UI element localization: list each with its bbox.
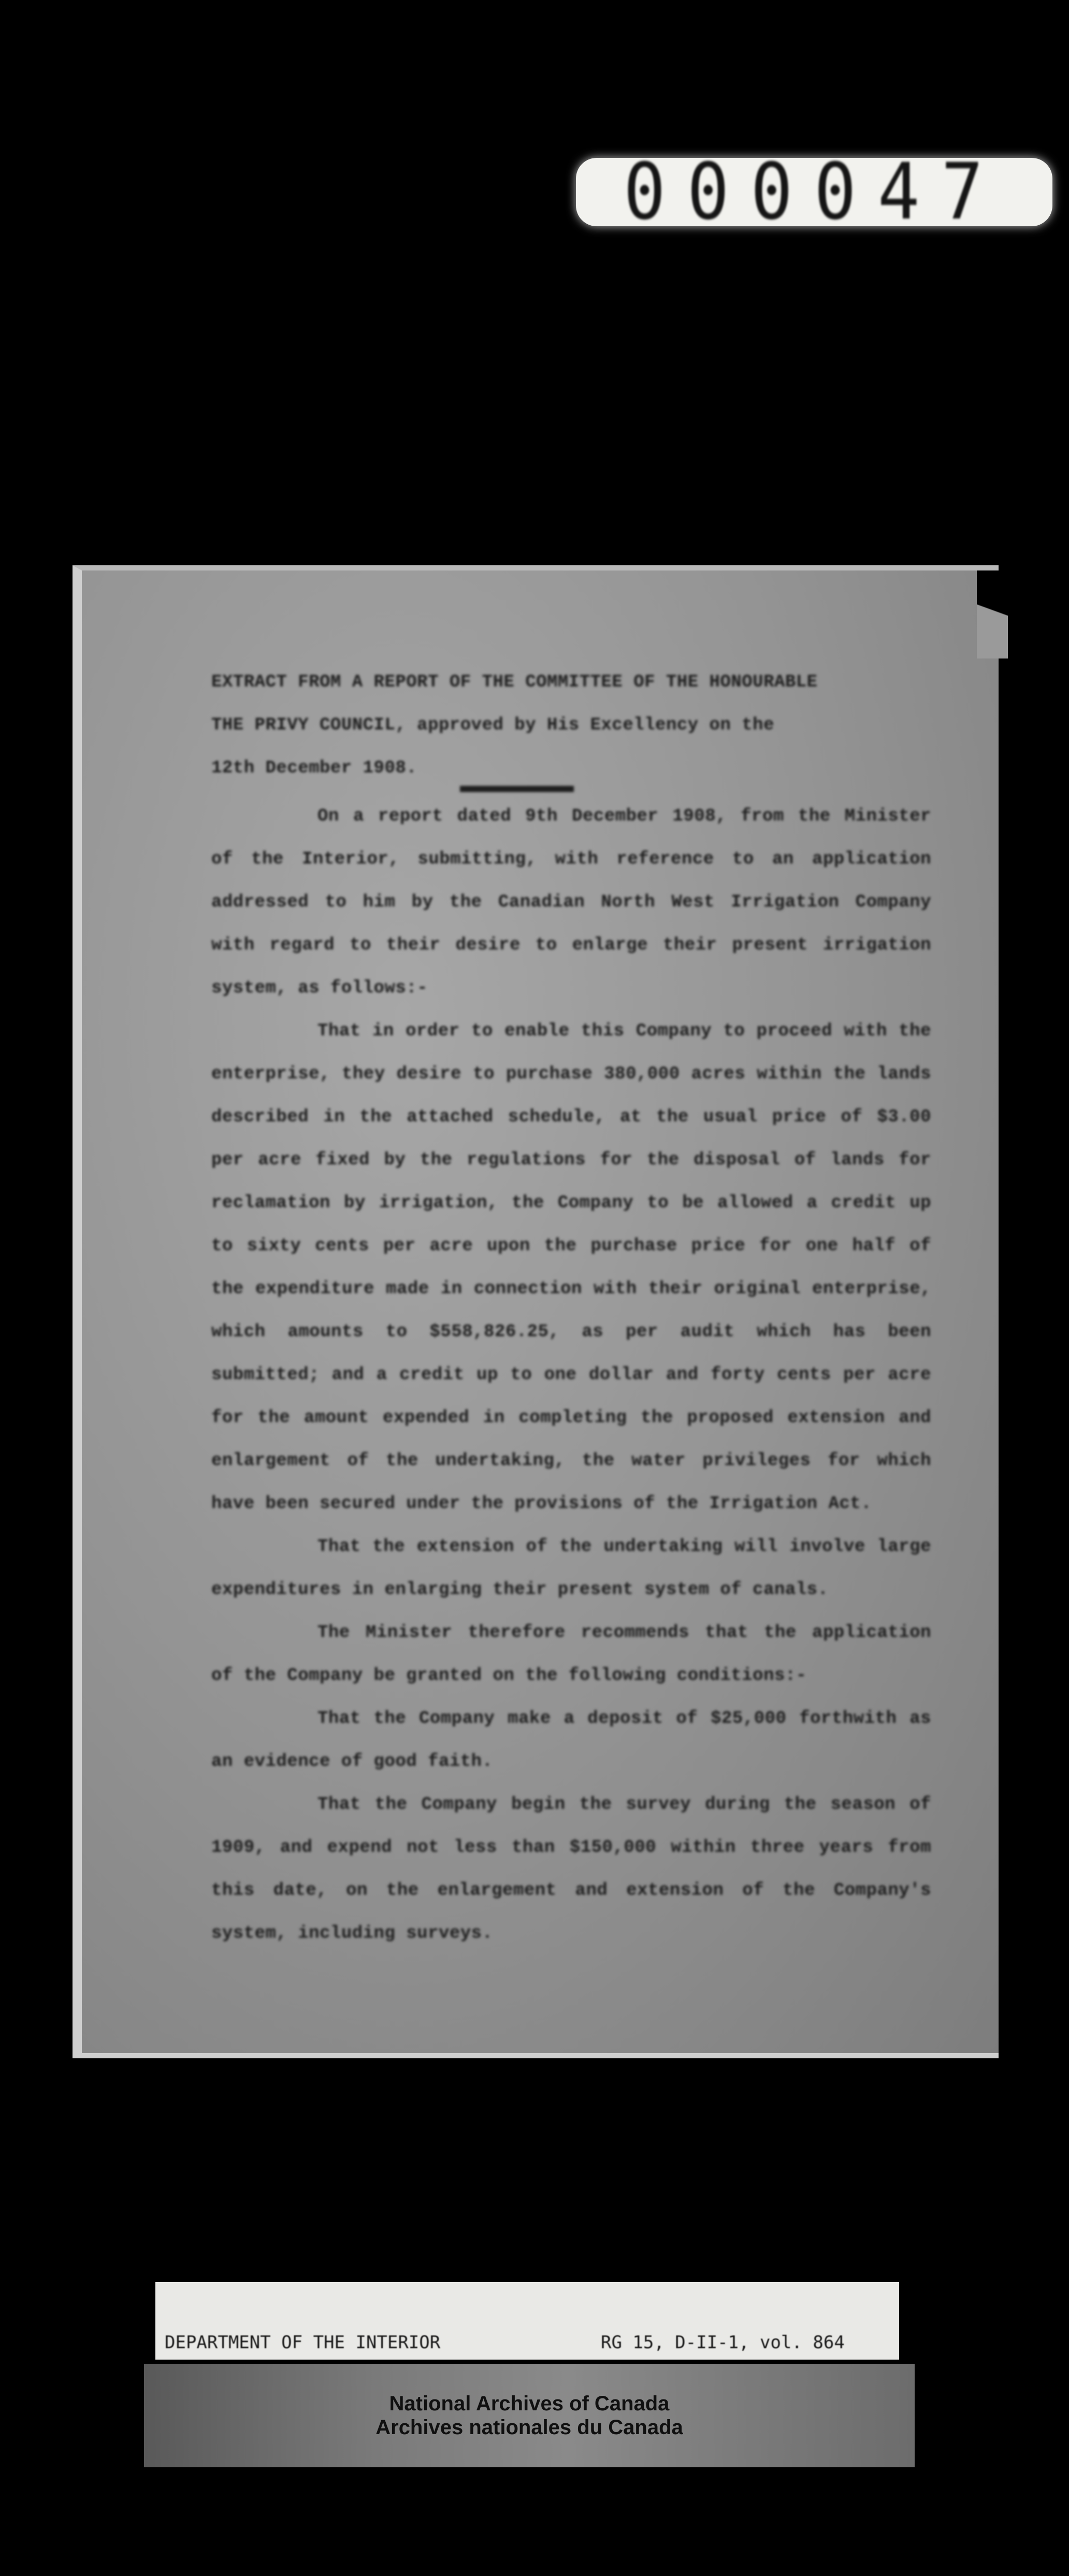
frame-number-stamp (576, 147, 1052, 237)
record-group-reference: RG 15, D-II-1, vol. 864 (601, 2332, 845, 2353)
heading-underline (460, 786, 574, 792)
document-heading (211, 661, 931, 790)
archive-name-band (144, 2364, 915, 2467)
archive-name-french: Archives nationales du Canada (375, 2416, 683, 2439)
paragraph: That in order to enable this Company to proceed with the enterprise, they desire to purchase 380,000 acres within the lands described in the attached schedule, at the usual price of $3.00 per acre fixed by the regulations for the disposal of lands for reclamation by irrigation, the Company to be allowed a credit up to sixty cents per acre upon the purchase price for one half of the expenditure made in connection with their original enterprise, which amounts to $558,826.25, as per audit which has been submitted; and a credit up to one dollar and forty cents per acre for the amount expended in completing the proposed extension and enlargement of the undertaking, the water privileges for which have been secured under the provisions of the Irrigation Act. (211, 1021, 931, 1514)
archive-name-english: National Archives of Canada (389, 2392, 670, 2415)
document-page (73, 565, 999, 2058)
frame-number: 000047 (623, 147, 1005, 237)
paragraph: On a report dated 9th December 1908, from the Minister of the Interior, submitting, with reference to an application addressed to him by the Canadian North West Irrigation Company with regard to their desire to enlarge their present irrigation system, as follows:- (211, 807, 931, 998)
heading-line: THE PRIVY COUNCIL, approved by His Excellency on the (211, 715, 774, 735)
archive-reference-label (155, 2282, 899, 2360)
heading-line: EXTRACT FROM A REPORT OF THE COMMITTEE OF THE HONOURABLE (211, 672, 818, 692)
paragraph: That the Company begin the survey during the season of 1909, and expend not less than $150,000 within three years from this date, on the enlargement and extension of the Company's system, including surveys. (211, 1795, 931, 1943)
department-english: DEPARTMENT OF THE INTERIOR (165, 2332, 441, 2353)
paragraph: The Minister therefore recommends that the application of the Company be granted on the following conditions:- (211, 1623, 931, 1686)
paragraph: That the Company make a deposit of $25,000 forthwith as an evidence of good faith. (211, 1709, 931, 1772)
heading-line: 12th December 1908. (211, 758, 417, 778)
paragraph: That the extension of the undertaking will involve large expenditures in enlarging their present system of canals. (211, 1537, 931, 1600)
document-body (211, 661, 931, 1955)
page-corner-fold (977, 570, 1008, 658)
